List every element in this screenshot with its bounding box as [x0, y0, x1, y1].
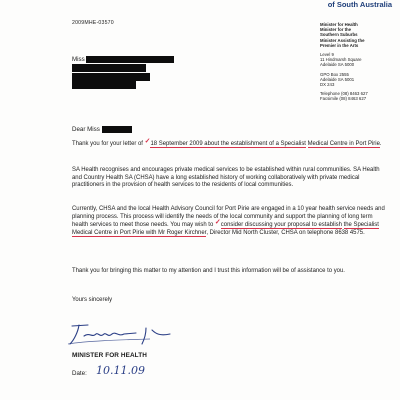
sidebar-title-4: Minister Assisting the — [320, 37, 365, 43]
date-label: Date: — [72, 370, 87, 377]
sidebar-title-2: Minister for the — [320, 27, 352, 33]
annotation-tick: ✓ — [214, 219, 221, 227]
p1-text-end: . — [379, 141, 382, 147]
p1-highlight-1: 18 September 2009 about the establishment of a Specialist — [150, 141, 306, 147]
p1-highlight-2: Medical Centre in Port Pirie — [307, 141, 380, 147]
paragraph-2: SA Health recognises and encourages private medical services to be established within rural communities. SA Health and Country Health SA (CHSA) have a long established history of working collaboratively with private medical practitioners in the provision of health services to the residents of local communities. — [72, 167, 380, 189]
sidebar-title-3: Southern Suburbs — [320, 32, 358, 38]
sidebar-postal-3: DX 243 — [320, 82, 335, 88]
recipient-line-3 — [72, 73, 174, 82]
annotation-tick: ✓ — [144, 138, 151, 145]
redaction-bar — [86, 56, 174, 63]
letter-salutation — [72, 126, 132, 133]
sidebar-address-1: Level 9 — [320, 52, 334, 58]
sidebar-title-1: Minister for Health — [320, 22, 358, 27]
redaction-bar — [72, 73, 150, 81]
signatory-title: MINISTER FOR HEALTH — [72, 352, 147, 359]
recipient-line-4 — [72, 81, 174, 90]
telephone-text: Telephone (08) 8463 627 — [320, 91, 368, 97]
recipient-line-2 — [72, 64, 174, 73]
paragraph-4: Thank you for bringing this matter to my attention and I trust this information will be of assistance to you. — [72, 268, 345, 274]
p3-highlight-1: consider discussing your proposal to establish — [220, 222, 342, 229]
recipient-salutation-prefix: Miss — [72, 56, 85, 64]
sidebar-title-5: Premier in the Arts — [320, 42, 359, 48]
minister-contact-block — [320, 22, 398, 102]
redaction-bar — [72, 81, 136, 89]
reference-number: 2009MHE-03570 — [72, 20, 114, 26]
p1-text: Thank you for your letter of — [72, 141, 145, 147]
p3-text-b: , Director Mid North Cluster, CHSA on telephone 8638 4575. — [206, 229, 365, 236]
sidebar-postal-2: Adelaide SA 5001 — [320, 76, 355, 82]
sidebar-address-2: 11 Hindmarsh Square — [320, 57, 362, 63]
paragraph-3 — [72, 206, 390, 237]
p3-text-a: Currently, CHSA and the local Health Advisory Council for Port Pirie are engaged in a 10 year health service needs and planning process. This process will identify the needs of the local community and support the planning of long term health services to meet those needs. You may wish to — [72, 206, 385, 229]
handwritten-date: 10.11.09 — [96, 364, 145, 377]
sidebar-facsimile — [320, 96, 398, 101]
p3-highlight-2: the Specialist Medical Centre in Port Pirie with Mr Roger Kirchner — [72, 222, 379, 236]
redaction-bar — [72, 64, 146, 72]
paragraph-1 — [72, 140, 390, 149]
letter-closing: Yours sincerely — [72, 297, 113, 303]
letterhead-org: of South Australia — [327, 0, 392, 9]
minister-signature — [66, 322, 176, 348]
sidebar-address-3: Adelaide SA 5000 — [320, 62, 355, 68]
facsimile-text: Facsimile (08) 8463 627 — [320, 96, 367, 102]
recipient-address-block — [72, 56, 174, 90]
sidebar-postal-1: GPO Box 2555 — [320, 71, 349, 77]
recipient-line-1 — [72, 56, 174, 64]
redaction-bar — [102, 126, 132, 133]
salutation-text: Dear Miss — [72, 126, 100, 134]
